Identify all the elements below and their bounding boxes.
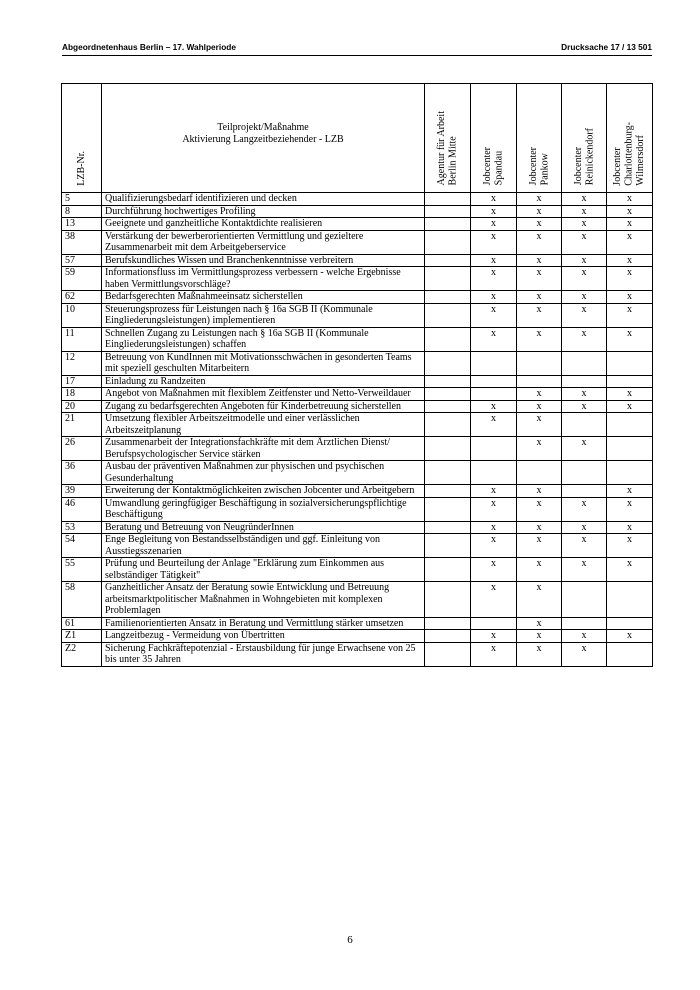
measure-description-cell: Informationsfluss im Vermittlungsprozess verbessern - welche Ergebnisse haben Vermittlungsvorschläge?: [102, 267, 425, 291]
charlottenburg-mark-cell: [607, 617, 653, 630]
table-row: [62, 193, 653, 206]
lzb-number-cell: 57: [62, 254, 102, 267]
spandau-mark-cell: x: [471, 327, 517, 351]
reinickendorf-mark-cell: x: [562, 267, 607, 291]
charlottenburg-mark-cell: x: [607, 193, 653, 206]
agentur-mark-cell: [425, 461, 471, 485]
table-row: [62, 230, 653, 254]
agentur-mark-cell: [425, 558, 471, 582]
charlottenburg-mark-cell: x: [607, 254, 653, 267]
agentur-mark-cell: [425, 534, 471, 558]
charlottenburg-mark-cell: x: [607, 485, 653, 498]
spandau-mark-cell: x: [471, 558, 517, 582]
agentur-mark-cell: [425, 485, 471, 498]
table-header-row: [62, 84, 653, 193]
charlottenburg-mark-cell: x: [607, 534, 653, 558]
reinickendorf-mark-cell: [562, 351, 607, 375]
spandau-mark-cell: [471, 617, 517, 630]
measure-description-cell: Umsetzung flexibler Arbeitszeitmodelle und einer verlässlichen Arbeitszeitplanung: [102, 413, 425, 437]
lzb-number-cell: 10: [62, 303, 102, 327]
spandau-mark-cell: x: [471, 230, 517, 254]
page-header: [62, 42, 652, 55]
table-row: [62, 291, 653, 304]
reinickendorf-mark-cell: x: [562, 437, 607, 461]
charlottenburg-mark-cell: x: [607, 303, 653, 327]
spandau-mark-cell: x: [471, 267, 517, 291]
pankow-mark-cell: x: [517, 303, 562, 327]
agentur-mark-cell: [425, 327, 471, 351]
reinickendorf-mark-cell: x: [562, 193, 607, 206]
table-row: [62, 497, 653, 521]
reinickendorf-mark-cell: x: [562, 521, 607, 534]
table-row: [62, 582, 653, 618]
lzb-number-cell: 20: [62, 400, 102, 413]
measure-description-cell: Angebot von Maßnahmen mit flexiblem Zeitfenster und Netto-Verweildauer: [102, 388, 425, 401]
charlottenburg-mark-cell: x: [607, 497, 653, 521]
lzb-number-cell: 26: [62, 437, 102, 461]
agentur-mark-cell: [425, 497, 471, 521]
lzb-number-cell: 54: [62, 534, 102, 558]
agentur-mark-cell: [425, 193, 471, 206]
spandau-mark-cell: x: [471, 521, 517, 534]
table-row: [62, 388, 653, 401]
spandau-mark-cell: [471, 388, 517, 401]
measure-description-cell: Geeignete und ganzheitliche Kontaktdichte realisieren: [102, 218, 425, 231]
measure-description-cell: Einladung zu Randzeiten: [102, 375, 425, 388]
pankow-mark-cell: x: [517, 205, 562, 218]
reinickendorf-mark-cell: x: [562, 218, 607, 231]
agentur-mark-cell: [425, 521, 471, 534]
table-row: [62, 218, 653, 231]
pankow-mark-cell: x: [517, 254, 562, 267]
table-row: [62, 461, 653, 485]
spandau-mark-cell: x: [471, 303, 517, 327]
lzb-number-cell: 62: [62, 291, 102, 304]
measure-description-cell: Betreuung von KundInnen mit Motivationsschwächen in gesonderten Teams mit speziell geschulten Mitarbeitern: [102, 351, 425, 375]
measure-description-cell: Zugang zu bedarfsgerechten Angeboten für Kinderbetreuung sicherstellen: [102, 400, 425, 413]
table-row: [62, 400, 653, 413]
reinickendorf-mark-cell: x: [562, 642, 607, 666]
measure-description-cell: Beratung und Betreuung von NeugründerInnen: [102, 521, 425, 534]
pankow-mark-cell: x: [517, 534, 562, 558]
table-row: [62, 267, 653, 291]
title-line-2: Aktivierung Langzeitbeziehender - LZB: [182, 134, 344, 145]
pankow-mark-cell: x: [517, 642, 562, 666]
header-right: Drucksache 17 / 13 501: [561, 42, 652, 52]
pankow-mark-cell: x: [517, 400, 562, 413]
pankow-mark-cell: x: [517, 193, 562, 206]
reinickendorf-mark-cell: [562, 582, 607, 618]
measure-description-cell: Umwandlung geringfügiger Beschäftigung in sozialversicherungspflichtige Beschäftigung: [102, 497, 425, 521]
agentur-mark-cell: [425, 413, 471, 437]
agentur-mark-cell: [425, 400, 471, 413]
table-row: [62, 485, 653, 498]
reinickendorf-mark-cell: x: [562, 205, 607, 218]
pankow-mark-cell: [517, 461, 562, 485]
spandau-mark-cell: x: [471, 193, 517, 206]
reinickendorf-mark-cell: x: [562, 230, 607, 254]
table-row: [62, 413, 653, 437]
spandau-mark-cell: x: [471, 630, 517, 643]
pankow-mark-cell: x: [517, 291, 562, 304]
table-row: [62, 558, 653, 582]
pankow-mark-cell: x: [517, 485, 562, 498]
charlottenburg-mark-cell: x: [607, 291, 653, 304]
lzb-number-cell: 5: [62, 193, 102, 206]
col-header-spandau: Jobcenter Spandau: [471, 84, 517, 193]
spandau-mark-cell: x: [471, 485, 517, 498]
spandau-mark-cell: x: [471, 497, 517, 521]
pankow-mark-cell: x: [517, 413, 562, 437]
pankow-mark-cell: x: [517, 582, 562, 618]
spandau-mark-cell: [471, 351, 517, 375]
agentur-mark-cell: [425, 205, 471, 218]
pankow-mark-cell: x: [517, 437, 562, 461]
lzb-number-cell: 53: [62, 521, 102, 534]
reinickendorf-mark-cell: x: [562, 327, 607, 351]
col-header-charlottenburg: Jobcenter Charlottenburg- Wilmersdorf: [607, 84, 653, 193]
agentur-mark-cell: [425, 303, 471, 327]
table-row: [62, 630, 653, 643]
charlottenburg-mark-cell: [607, 461, 653, 485]
lzb-number-cell: 59: [62, 267, 102, 291]
agentur-mark-cell: [425, 437, 471, 461]
lzb-number-cell: 17: [62, 375, 102, 388]
lzb-number-cell: 21: [62, 413, 102, 437]
charlottenburg-mark-cell: x: [607, 558, 653, 582]
agentur-mark-cell: [425, 388, 471, 401]
charlottenburg-mark-cell: x: [607, 388, 653, 401]
agentur-mark-cell: [425, 230, 471, 254]
reinickendorf-mark-cell: x: [562, 558, 607, 582]
agentur-mark-cell: [425, 630, 471, 643]
pankow-mark-cell: x: [517, 267, 562, 291]
pankow-mark-cell: x: [517, 558, 562, 582]
pankow-mark-cell: [517, 351, 562, 375]
measure-description-cell: Verstärkung der bewerberorientierten Vermittlung und gezieltere Zusammenarbeit mit dem Arbeitgeberservice: [102, 230, 425, 254]
table-row: [62, 327, 653, 351]
agentur-mark-cell: [425, 582, 471, 618]
pankow-mark-cell: x: [517, 327, 562, 351]
charlottenburg-mark-cell: x: [607, 400, 653, 413]
reinickendorf-mark-cell: x: [562, 303, 607, 327]
lzb-number-cell: 58: [62, 582, 102, 618]
pankow-mark-cell: x: [517, 497, 562, 521]
col-header-title: [102, 84, 425, 193]
page-number: 6: [347, 934, 353, 946]
pankow-mark-cell: x: [517, 230, 562, 254]
lzb-number-cell: Z2: [62, 642, 102, 666]
measure-description-cell: Durchführung hochwertiges Profiling: [102, 205, 425, 218]
table-row: [62, 351, 653, 375]
charlottenburg-mark-cell: x: [607, 521, 653, 534]
spandau-mark-cell: [471, 437, 517, 461]
pankow-mark-cell: [517, 375, 562, 388]
charlottenburg-mark-cell: [607, 582, 653, 618]
reinickendorf-mark-cell: x: [562, 291, 607, 304]
measure-description-cell: Bedarfsgerechten Maßnahmeeinsatz sicherstellen: [102, 291, 425, 304]
reinickendorf-mark-cell: [562, 485, 607, 498]
lzb-number-cell: 39: [62, 485, 102, 498]
agentur-mark-cell: [425, 267, 471, 291]
charlottenburg-mark-cell: [607, 413, 653, 437]
agentur-mark-cell: [425, 617, 471, 630]
spandau-mark-cell: x: [471, 205, 517, 218]
lzb-number-cell: 12: [62, 351, 102, 375]
measure-description-cell: Berufskundliches Wissen und Branchenkenntnisse verbreitern: [102, 254, 425, 267]
header-left: Abgeordnetenhaus Berlin – 17. Wahlperiode: [62, 42, 236, 52]
lzb-number-cell: 8: [62, 205, 102, 218]
lzb-number-cell: 36: [62, 461, 102, 485]
col-header-nr: LZB-Nr.: [62, 84, 102, 193]
lzb-number-cell: 61: [62, 617, 102, 630]
table-row: [62, 205, 653, 218]
spandau-mark-cell: x: [471, 534, 517, 558]
agentur-mark-cell: [425, 218, 471, 231]
table-row: [62, 534, 653, 558]
lzb-number-cell: 11: [62, 327, 102, 351]
agentur-mark-cell: [425, 291, 471, 304]
table-row: [62, 642, 653, 666]
reinickendorf-mark-cell: x: [562, 534, 607, 558]
measure-description-cell: Sicherung Fachkräftepotenzial - Erstausbildung für junge Erwachsene von 25 bis unter 35 Jahren: [102, 642, 425, 666]
header-divider: [62, 55, 652, 56]
pankow-mark-cell: x: [517, 630, 562, 643]
measures-table: [61, 83, 653, 667]
lzb-number-cell: 18: [62, 388, 102, 401]
table-row: [62, 375, 653, 388]
col-header-reinickendorf: Jobcenter Reinickendorf: [562, 84, 607, 193]
reinickendorf-mark-cell: [562, 617, 607, 630]
measure-description-cell: Zusammenarbeit der Integrationsfachkräfte mit dem Ärztlichen Dienst/ Berufspsychologischer Service stärken: [102, 437, 425, 461]
reinickendorf-mark-cell: x: [562, 400, 607, 413]
charlottenburg-mark-cell: [607, 375, 653, 388]
spandau-mark-cell: [471, 461, 517, 485]
col-header-agentur: Agentur für Arbeit Berlin Mitte: [425, 84, 471, 193]
measure-description-cell: Enge Begleitung von Bestandsselbständigen und ggf. Einleitung von Ausstiegsszenarien: [102, 534, 425, 558]
reinickendorf-mark-cell: x: [562, 630, 607, 643]
pankow-mark-cell: x: [517, 521, 562, 534]
table-row: [62, 437, 653, 461]
charlottenburg-mark-cell: x: [607, 267, 653, 291]
spandau-mark-cell: x: [471, 218, 517, 231]
measure-description-cell: Steuerungsprozess für Leistungen nach § 16a SGB II (Kommunale Eingliederungsleistungen) implementieren: [102, 303, 425, 327]
reinickendorf-mark-cell: [562, 375, 607, 388]
reinickendorf-mark-cell: x: [562, 497, 607, 521]
lzb-number-cell: 55: [62, 558, 102, 582]
charlottenburg-mark-cell: x: [607, 205, 653, 218]
spandau-mark-cell: x: [471, 400, 517, 413]
charlottenburg-mark-cell: [607, 642, 653, 666]
table-row: [62, 617, 653, 630]
agentur-mark-cell: [425, 642, 471, 666]
reinickendorf-mark-cell: [562, 413, 607, 437]
agentur-mark-cell: [425, 351, 471, 375]
table-row: [62, 254, 653, 267]
charlottenburg-mark-cell: x: [607, 230, 653, 254]
pankow-mark-cell: x: [517, 388, 562, 401]
lzb-number-cell: 38: [62, 230, 102, 254]
measure-description-cell: Qualifizierungsbedarf identifizieren und decken: [102, 193, 425, 206]
measure-description-cell: Prüfung und Beurteilung der Anlage "Erklärung zum Einkommen aus selbständiger Tätigkeit": [102, 558, 425, 582]
title-line-1: Teilprojekt/Maßnahme: [217, 122, 309, 133]
lzb-number-cell: 46: [62, 497, 102, 521]
measure-description-cell: Ganzheitlicher Ansatz der Beratung sowie Entwicklung und Betreuung arbeitsmarktpolitischer Maßnahmen in Wohngebieten mit komplexen Problemlagen: [102, 582, 425, 618]
lzb-number-cell: 13: [62, 218, 102, 231]
measure-description-cell: Schnellen Zugang zu Leistungen nach § 16a SGB II (Kommunale Eingliederungsleistungen) schaffen: [102, 327, 425, 351]
measure-description-cell: Ausbau der präventiven Maßnahmen zur physischen und psychischen Gesunderhaltung: [102, 461, 425, 485]
pankow-mark-cell: x: [517, 218, 562, 231]
charlottenburg-mark-cell: x: [607, 218, 653, 231]
table-row: [62, 303, 653, 327]
reinickendorf-mark-cell: x: [562, 388, 607, 401]
measure-description-cell: Erweiterung der Kontaktmöglichkeiten zwischen Jobcenter und Arbeitgebern: [102, 485, 425, 498]
measure-description-cell: Familienorientierten Ansatz in Beratung und Vermittlung stärker umsetzen: [102, 617, 425, 630]
spandau-mark-cell: x: [471, 254, 517, 267]
agentur-mark-cell: [425, 254, 471, 267]
table-row: [62, 521, 653, 534]
charlottenburg-mark-cell: x: [607, 630, 653, 643]
charlottenburg-mark-cell: [607, 351, 653, 375]
measure-description-cell: Langzeitbezug - Vermeidung von Übertritten: [102, 630, 425, 643]
spandau-mark-cell: [471, 375, 517, 388]
charlottenburg-mark-cell: [607, 437, 653, 461]
spandau-mark-cell: x: [471, 413, 517, 437]
spandau-mark-cell: x: [471, 582, 517, 618]
spandau-mark-cell: x: [471, 642, 517, 666]
lzb-number-cell: Z1: [62, 630, 102, 643]
charlottenburg-mark-cell: x: [607, 327, 653, 351]
agentur-mark-cell: [425, 375, 471, 388]
reinickendorf-mark-cell: x: [562, 254, 607, 267]
reinickendorf-mark-cell: [562, 461, 607, 485]
spandau-mark-cell: x: [471, 291, 517, 304]
col-header-pankow: Jobcenter Pankow: [517, 84, 562, 193]
pankow-mark-cell: x: [517, 617, 562, 630]
